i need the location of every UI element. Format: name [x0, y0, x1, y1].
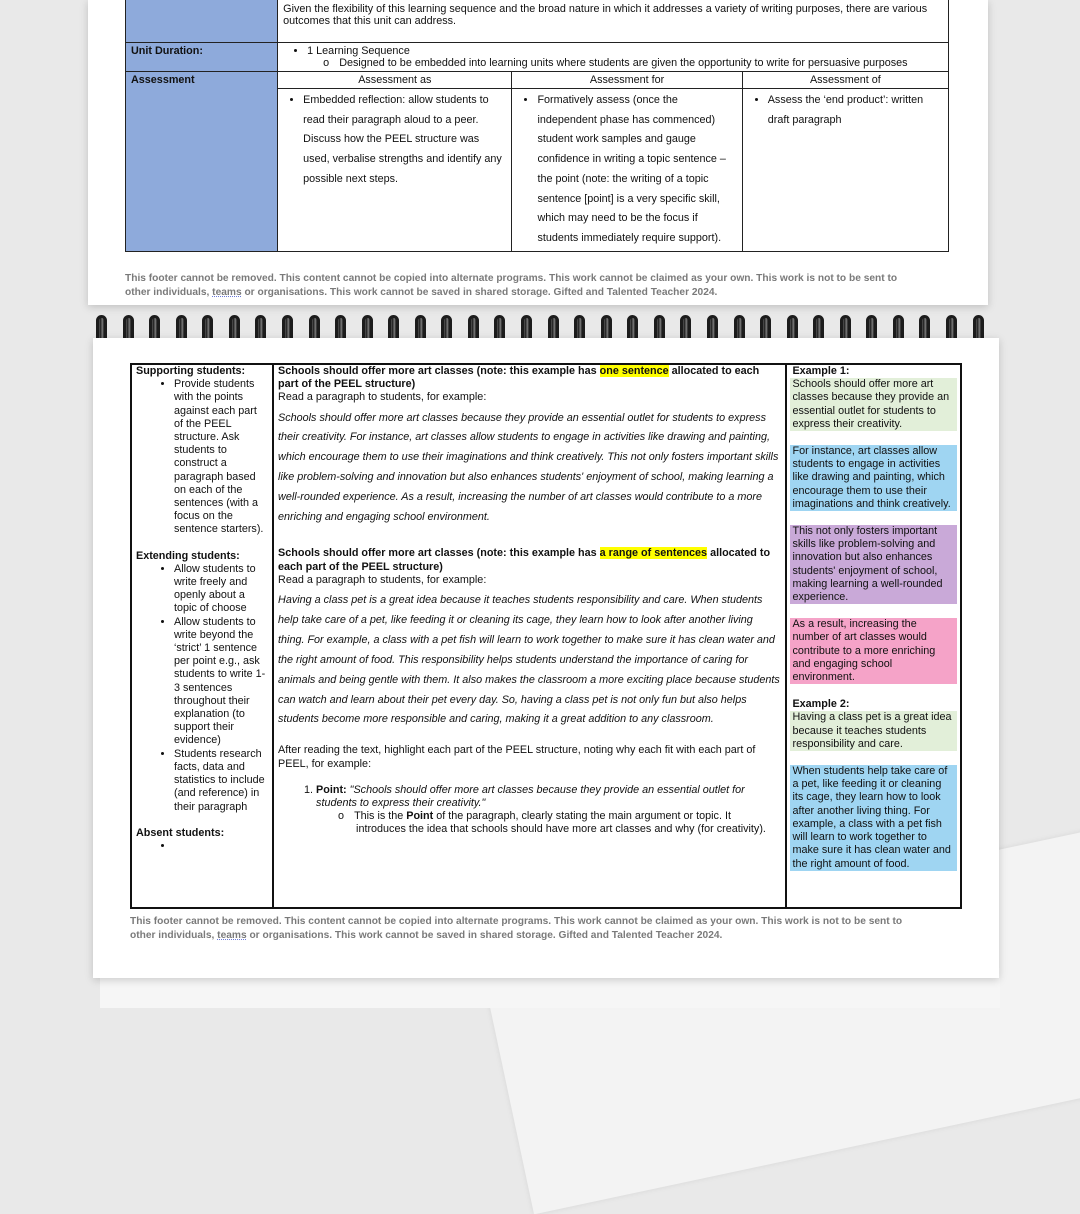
- lesson-cell: [273, 364, 786, 908]
- point-label: Point:: [316, 783, 347, 796]
- absent-title: Absent students:: [136, 826, 225, 839]
- supporting-title: Supporting students:: [136, 365, 246, 377]
- footer-line-2: [130, 929, 990, 943]
- examples-cell: [786, 364, 961, 908]
- outcomes-label-cell: [126, 0, 278, 43]
- footer-line-1: This footer cannot be removed. This content cannot be copied into alternate programs. This work cannot be claimed as your own. This work is not to be sent to: [125, 273, 898, 284]
- assessment-for-header: Assessment for: [512, 72, 742, 89]
- top-footer: [125, 272, 975, 299]
- unit-duration-cell: [278, 43, 949, 72]
- heading-text-end: allocated to each part of the PEEL structure): [278, 547, 771, 573]
- footer-text-end: or organisations. This work cannot be saved in shared storage. Gifted and Talented Teacher 2024.: [241, 286, 718, 298]
- unit-duration-sub: o Designed to be embedded into learning units where students are given the opportunity to write for persuasive purposes: [341, 57, 943, 69]
- footer-line-1: This footer cannot be removed. This content cannot be copied into alternate programs. This work cannot be claimed as your own. This work is not to be sent to: [130, 916, 903, 927]
- footer-text-end: or organisations. This work cannot be saved in shared storage. Gifted and Talented Teacher 2024.: [246, 929, 723, 941]
- example-heading-2: [278, 547, 781, 573]
- point-note-text-end: of the paragraph, clearly stating the main argument or topic. It introduces the idea that schools should have more art classes and why (for creativity).: [356, 810, 766, 836]
- footer-text: other individuals,: [130, 929, 218, 941]
- heading-highlight: one sentence: [599, 365, 669, 377]
- example-2-explain: When students help take care of a pet, like feeding it or cleaning its cage, they learn how to look after another living thing. For example, a class with a pet fish will learn to work together to make sure it has clean water and the right amount of food.: [790, 765, 957, 871]
- example-2-title: Example 2:: [792, 698, 850, 711]
- footer-text: other individuals,: [125, 286, 213, 298]
- unit-duration-label: Unit Duration:: [126, 43, 278, 72]
- absent-item: [174, 840, 268, 853]
- top-page: [88, 0, 988, 305]
- point-note-bold: Point: [406, 810, 434, 823]
- peel-breakdown-list: [278, 784, 781, 837]
- footer-line-2: [125, 286, 975, 300]
- extending-title: Extending students:: [136, 549, 240, 562]
- example-2-point: Having a class pet is a great idea because it teaches students responsibility and care.: [790, 711, 957, 751]
- extending-item: • Allow students to write beyond the ‘strict’ 1 sentence per point e.g., ask students to write 1-3 sentences throughout their explanation (to support their evidence): [174, 616, 268, 748]
- example-1-link: As a result, increasing the number of art classes would contribute to a more enriching and engaging school environment.: [790, 618, 957, 684]
- read-instruction: Read a paragraph to students, for example:: [278, 391, 487, 404]
- example-1-title: Example 1:: [792, 365, 850, 377]
- example-heading-1: [278, 365, 781, 391]
- example-1-point: Schools should offer more art classes because they provide an essential outlet for students to express their creativity.: [790, 378, 957, 431]
- assessment-as-text: • Embedded reflection: allow students to read their paragraph aloud to a peer. Discuss how the PEEL structure was used, verbalise strengths and identify any possible next steps.: [303, 91, 506, 190]
- paragraph-example-1: Schools should offer more art classes because they provide an essential outlet for students to express their creativity. For instance, art classes allow students to engage in activities like drawing and painting, which encourage them to use their imaginations and think creatively. This not only fosters important skills like problem-solving and innovation but also enhances students' enjoyment of school, making learning a well-rounded experience. As a result, increasing the number of art classes would contribute to a more enriching and engaging school environment.: [278, 411, 779, 523]
- unit-overview-table: [125, 0, 949, 252]
- point-quote: "Schools should offer more art classes because they provide an essential outlet for students to express their creativity.": [316, 783, 745, 809]
- assessment-of-header: Assessment of: [742, 72, 948, 89]
- assessment-for-cell: [512, 89, 742, 252]
- point-note-text: This is the: [354, 810, 407, 823]
- unit-duration-item: • 1 Learning Sequence: [307, 45, 943, 57]
- bottom-page: [93, 338, 999, 978]
- footer-teams-word: teams: [212, 286, 242, 298]
- after-reading-instruction: After reading the text, highlight each part of the PEEL structure, noting why each fit with each part of PEEL, for example:: [278, 744, 756, 770]
- example-1-evidence: This not only fosters important skills like problem-solving and innovation but also enhances students' enjoyment of school, making learning a well-rounded experience.: [790, 525, 957, 604]
- supporting-item: • Provide students with the points against each part of the PEEL structure. Ask students to construct a paragraph based on each of the sentences (with a focus on the sentence starters).: [174, 378, 268, 536]
- assessment-label: Assessment: [126, 72, 278, 252]
- differentiation-table: [130, 363, 962, 909]
- extending-item: • Students research facts, data and statistics to include (and reference) in their paragraph: [174, 748, 268, 814]
- heading-text: Schools should offer more art classes (note: this example has: [278, 547, 600, 560]
- paragraph-example-2: Having a class pet is a great idea because it teaches students responsibility and care. When students help take care of a pet, like feeding it or cleaning its cage, they learn how to look after another living thing. For example, a class with a pet fish will learn to work together to make sure it has clean water and the right amount of food. This responsibility helps students understand the importance of caring for animals and being gentle with them. It also makes the classroom a more exciting place because students can watch and learn about their pet every day. So, having a class pet is not only fun but also helps students become more responsible and caring, making it a great addition to any classroom.: [278, 594, 780, 726]
- assessment-as-header: Assessment as: [278, 72, 512, 89]
- peel-point-item: [316, 784, 781, 837]
- assessment-for-text: • Formatively assess (once the independent phase has commenced) student work samples and gauge confidence in writing a topic sentence – the point (note: the writing of a topic sentence [point] is a very specific skill, which may need to be the focus if students immediately require support).: [537, 91, 736, 249]
- bottom-footer: [130, 915, 990, 942]
- point-note: [356, 810, 781, 836]
- footer-teams-word: teams: [217, 929, 247, 941]
- read-instruction: Read a paragraph to students, for example:: [278, 573, 487, 586]
- example-1-explain: For instance, art classes allow students to engage in activities like drawing and painting, which encourage them to use their imaginations and think creatively.: [790, 445, 957, 511]
- assessment-of-cell: [742, 89, 948, 252]
- extending-item: • Allow students to write freely and openly about a topic of choose: [174, 563, 268, 616]
- assessment-of-text: • Assess the ‘end product’: written draft paragraph: [768, 91, 943, 130]
- heading-highlight: a range of sentences: [599, 547, 708, 560]
- differentiation-cell: [131, 364, 273, 908]
- heading-text: Schools should offer more art classes (note: this example has: [278, 365, 600, 377]
- heading-text-end: allocated to each part of the PEEL structure): [278, 365, 760, 391]
- assessment-as-cell: [278, 89, 512, 252]
- intro-text: Given the flexibility of this learning sequence and the broad nature in which it addresses a variety of writing purposes, there are various outcomes that this unit can address.: [278, 0, 949, 43]
